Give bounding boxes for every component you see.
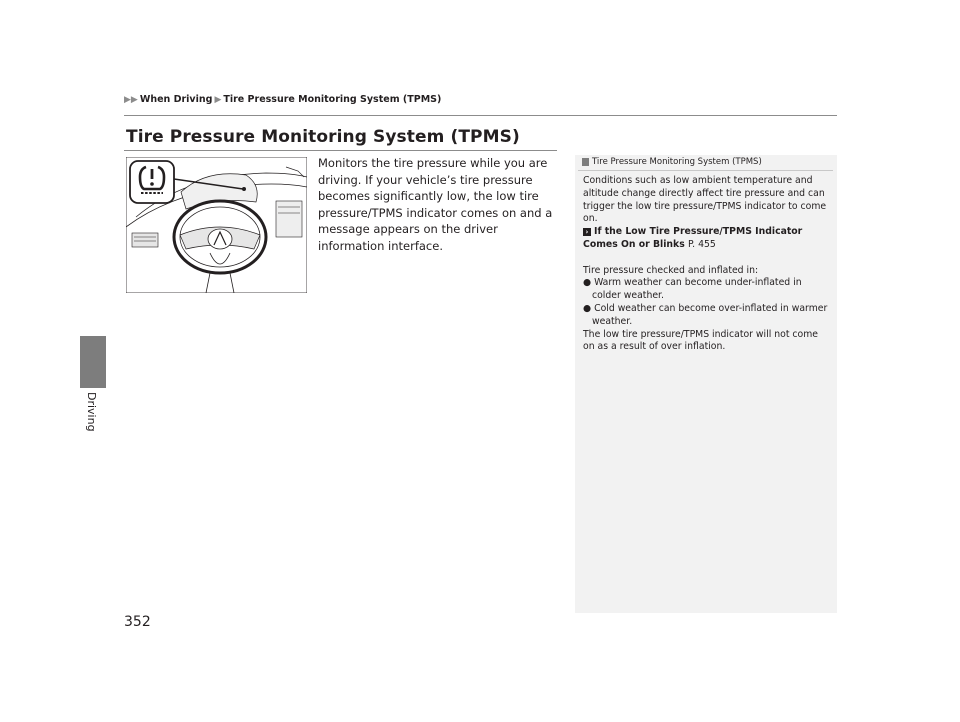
breadcrumb-arrow-icon: ▶▶ xyxy=(124,94,138,105)
breadcrumb-item[interactable]: Tire Pressure Monitoring System (TPMS) xyxy=(223,94,442,105)
reference-link-line2[interactable] xyxy=(583,239,831,252)
breadcrumb xyxy=(124,94,441,105)
body-paragraph: Monitors the tire pressure while you are driving. If your vehicle’s tire pressure becomes significantly low, the low tire pressure/TPMS indicator comes on and a message appears on the driver information interface. xyxy=(318,156,553,253)
note-body xyxy=(583,175,831,354)
list-item-text: Cold weather can become over-inflated in warmer weather. xyxy=(592,302,828,327)
title-divider xyxy=(124,150,557,151)
list-item-text: Warm weather can become under-inflated in colder weather. xyxy=(592,277,802,302)
note-sidebar xyxy=(575,155,837,613)
note-header xyxy=(582,157,762,167)
list-item: ● Cold weather can become over-inflated in warmer weather. xyxy=(583,302,828,327)
reference-title-line1[interactable]: If the Low Tire Pressure/TPMS Indicator xyxy=(594,226,803,238)
reference-link[interactable] xyxy=(583,226,831,239)
note-paragraph: Conditions such as low ambient temperature and altitude change directly affect tire pressure and can trigger the low tire pressure/TPMS indicator to come on. xyxy=(583,175,827,225)
reference-arrow-icon: › xyxy=(583,228,591,236)
chapter-tab[interactable] xyxy=(80,336,106,388)
reference-page[interactable]: P. 455 xyxy=(688,238,716,250)
list-item: ● Warm weather can become under-inflated in colder weather. xyxy=(583,277,802,302)
reference-title-line2[interactable]: Comes On or Blinks xyxy=(583,238,685,250)
header-divider xyxy=(124,115,837,116)
note-marker-icon xyxy=(582,158,589,166)
note-paragraph: Tire pressure checked and inflated in: xyxy=(583,264,759,276)
chapter-tab-label[interactable]: Driving xyxy=(85,392,98,432)
page-number: 352 xyxy=(124,614,151,630)
dashboard-illustration xyxy=(126,157,307,293)
note-header-text: Tire Pressure Monitoring System (TPMS) xyxy=(592,157,762,167)
page-title: Tire Pressure Monitoring System (TPMS) xyxy=(126,127,520,147)
breadcrumb-item[interactable]: When Driving xyxy=(139,94,213,105)
note-paragraph: The low tire pressure/TPMS indicator will not come on as a result of over inflation. xyxy=(583,328,818,353)
breadcrumb-arrow-icon: ▶ xyxy=(214,94,222,105)
note-header-divider xyxy=(578,170,833,171)
spacer xyxy=(583,252,831,265)
